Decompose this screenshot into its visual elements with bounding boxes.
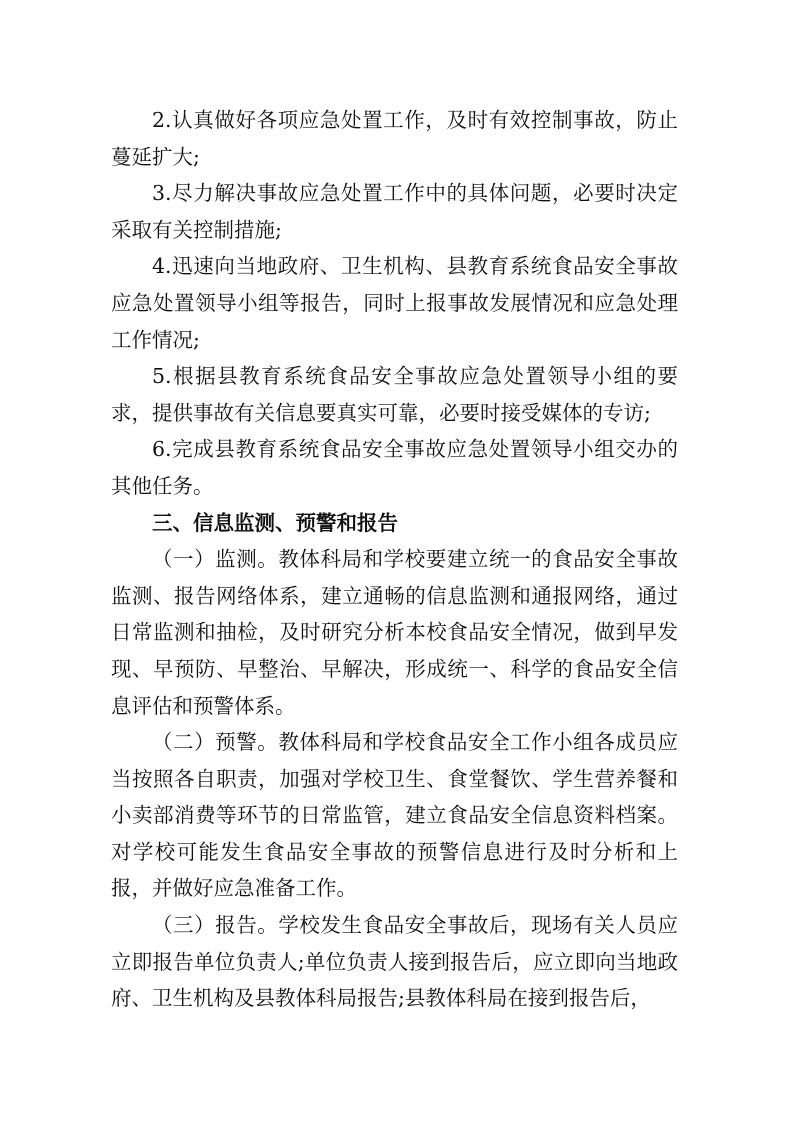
paragraph-duty-2: 2.认真做好各项应急处置工作，及时有效控制事故，防止蔓延扩大; [111, 108, 678, 169]
paragraph-duty-5: 5.根据县教育系统食品安全事故应急处置领导小组的要求，提供事故有关信息要真实可靠，必要时接受媒体的专访; [111, 364, 678, 425]
section-heading: 三、信息监测、预警和报告 [152, 510, 398, 535]
paragraph-warning: （二）预警。教体科局和学校食品安全工作小组各成员应当按照各自职责，加强对学校卫生、食堂餐饮、学生营养餐和小卖部消费等环节的日常监管，建立食品安全信息资料档案。对学校可能发生食品安全事故的预警信息进行及时分析和上报，并做好应急准备工作。 [111, 730, 678, 901]
paragraph-duty-4: 4.迅速向当地政府、卫生机构、县教育系统食品安全事故应急处置领导小组等报告，同时上报事故发展情况和应急处理工作情况; [111, 254, 678, 352]
paragraph-duty-6: 6.完成县教育系统食品安全事故应急处置领导小组交办的其他任务。 [111, 437, 678, 498]
paragraph-duty-3: 3.尽力解决事故应急处置工作中的具体问题，必要时决定采取有关控制措施; [111, 181, 678, 242]
document-body [111, 102, 678, 1017]
paragraph-monitoring: （一）监测。教体科局和学校要建立统一的食品安全事故监测、报告网络体系，建立通畅的信息监测和通报网络，通过日常监测和抽检，及时研究分析本校食品安全情况，做到早发现、早预防、早整治、早解决，形成统一、科学的食品安全信息评估和预警体系。 [111, 547, 678, 718]
paragraph-reporting: （三）报告。学校发生食品安全事故后，现场有关人员应立即报告单位负责人;单位负责人接到报告后，应立即向当地政府、卫生机构及县教体科局报告;县教体科局在接到报告后， [111, 913, 678, 1011]
